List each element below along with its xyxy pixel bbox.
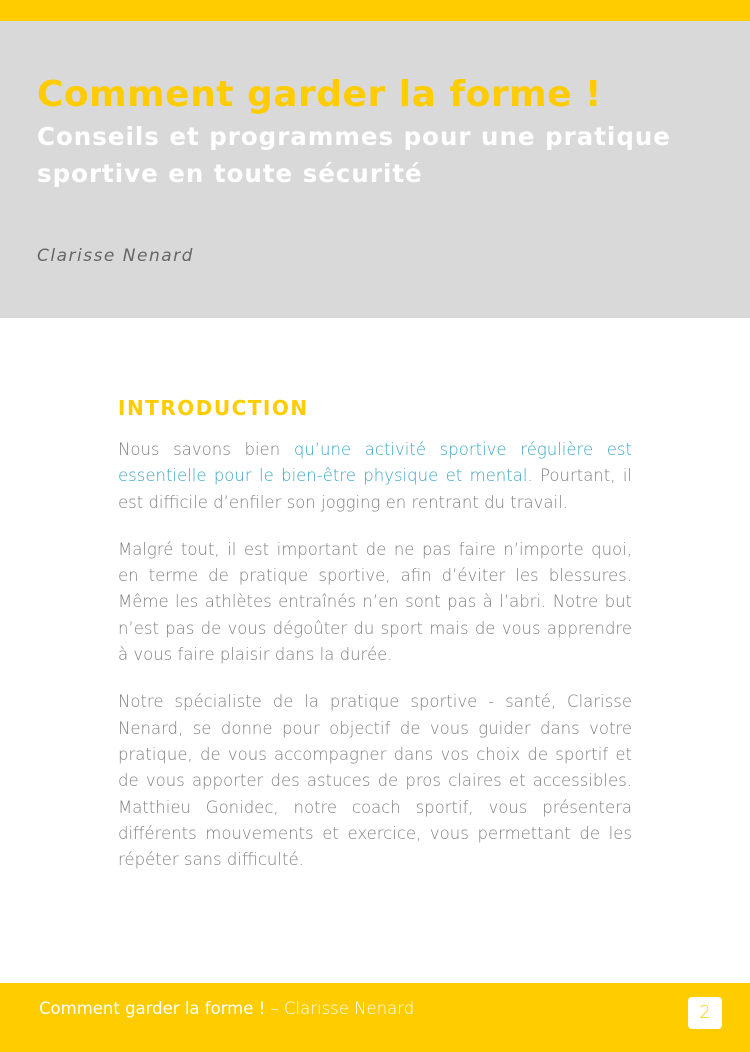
author-name: Clarisse Nenard	[37, 246, 194, 266]
paragraph-3: Notre spécialiste de la pratique sportive - santé, Clarisse Nenard, se donne pour objectif de vous guider dans votre pratique, de vous accompagner dans vos choix de sportif et de vous apporter des astuces de pros claires et accessibles. Matthieu Gonidec, notre coach sportif, vous présentera différents mouvements et exercice, vous permettant de les répéter sans difficulté.	[118, 692, 632, 870]
header-banner	[0, 21, 750, 318]
paragraph-1	[118, 437, 632, 516]
section-heading: INTRODUCTION	[118, 396, 309, 420]
document-title: Comment garder la forme !	[37, 74, 602, 115]
paragraph-1-start: Nous savons bien	[118, 440, 294, 459]
page-number: 2	[688, 997, 722, 1029]
top-accent-bar	[0, 0, 750, 21]
paragraph-1-end: . Pourtant, il est difficile d’enfiler son jogging en rentrant du travail.	[118, 466, 633, 512]
footer-caption	[39, 999, 414, 1018]
main-content	[118, 393, 632, 894]
footer-author: Clarisse Nenard	[284, 999, 415, 1018]
footer-title: Comment garder la forme !	[39, 999, 266, 1018]
paragraph-2: Malgré tout, il est important de ne pas faire n’importe quoi, en terme de pratique sportive, afin d’éviter les blessures. Même les athlètes entraînés n’en sont pas à l’abri. Notre but n’est pas de vous dégoûter du sport mais de vous apprendre à vous faire plaisir dans la durée.	[118, 539, 632, 665]
footer-separator: –	[265, 999, 284, 1018]
highlighted-phrase: qu’une activité sportive régulière est essentielle pour le bien-être physique et mental	[118, 440, 632, 486]
footer-bar	[0, 983, 750, 1052]
document-subtitle: Conseils et programmes pour une pratique sportive en toute sécurité	[37, 122, 671, 188]
